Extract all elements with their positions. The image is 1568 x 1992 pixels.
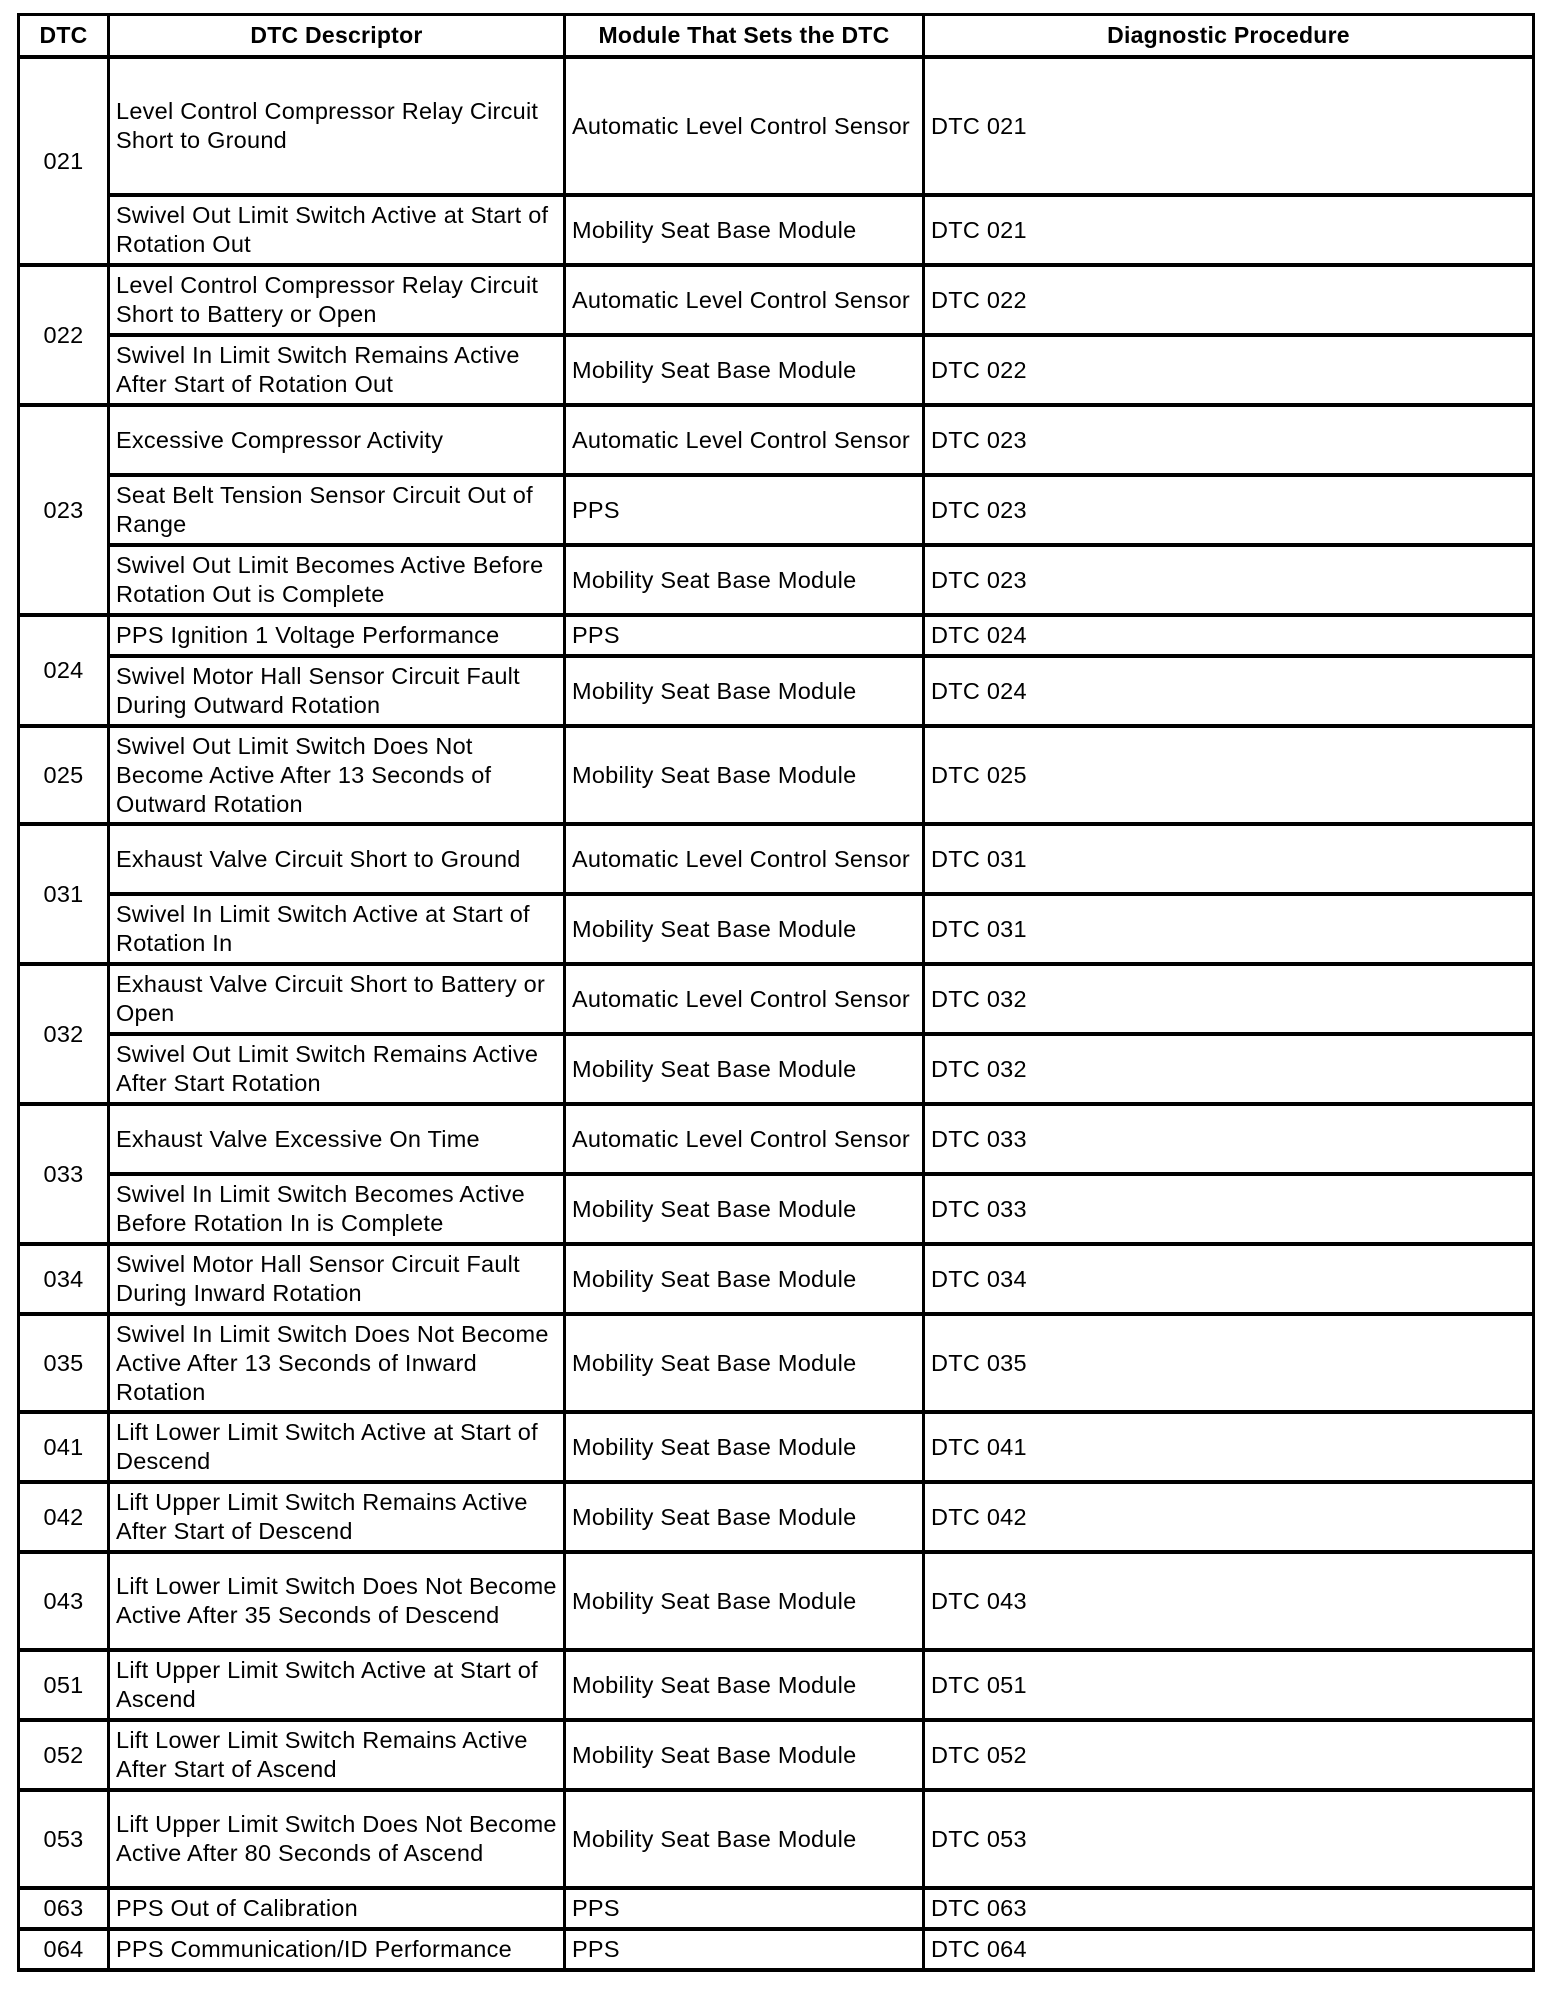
table-row	[20, 59, 1535, 197]
table-row	[20, 197, 1535, 267]
diagnostic-procedure-cell: DTC 031	[925, 826, 1535, 896]
dtc-code-cell: 064	[20, 1931, 110, 1972]
diagnostic-procedure-cell: DTC 022	[925, 337, 1535, 407]
diagnostic-procedure-cell: DTC 023	[925, 407, 1535, 477]
dtc-descriptor-cell: Swivel In Limit Switch Becomes Active Before Rotation In is Complete	[110, 1176, 566, 1246]
module-cell: Automatic Level Control Sensor	[566, 1106, 925, 1176]
diagnostic-procedure-cell: DTC 063	[925, 1890, 1535, 1931]
table-row	[20, 1554, 1535, 1652]
module-cell: Mobility Seat Base Module	[566, 1484, 925, 1554]
table-row	[20, 1414, 1535, 1484]
diagnostic-procedure-cell: DTC 043	[925, 1554, 1535, 1652]
dtc-descriptor-cell: PPS Ignition 1 Voltage Performance	[110, 617, 566, 658]
dtc-descriptor-cell: Swivel Motor Hall Sensor Circuit Fault During Inward Rotation	[110, 1246, 566, 1316]
table-row	[20, 896, 1535, 966]
diagnostic-procedure-cell: DTC 024	[925, 658, 1535, 728]
module-cell: Mobility Seat Base Module	[566, 1722, 925, 1792]
dtc-descriptor-cell: Swivel Out Limit Switch Remains Active After Start Rotation	[110, 1036, 566, 1106]
dtc-descriptor-cell: Lift Upper Limit Switch Does Not Become Active After 80 Seconds of Ascend	[110, 1792, 566, 1890]
dtc-code-cell: 041	[20, 1414, 110, 1484]
dtc-code-cell: 052	[20, 1722, 110, 1792]
diagnostic-procedure-cell: DTC 034	[925, 1246, 1535, 1316]
table-row	[20, 1792, 1535, 1890]
table-row	[20, 1176, 1535, 1246]
diagnostic-procedure-cell: DTC 033	[925, 1106, 1535, 1176]
dtc-descriptor-cell: Lift Lower Limit Switch Does Not Become Active After 35 Seconds of Descend	[110, 1554, 566, 1652]
module-cell: Mobility Seat Base Module	[566, 728, 925, 826]
table-body	[20, 59, 1535, 1972]
module-cell: PPS	[566, 477, 925, 547]
diagnostic-procedure-cell: DTC 025	[925, 728, 1535, 826]
diagnostic-procedure-cell: DTC 024	[925, 617, 1535, 658]
diagnostic-procedure-cell: DTC 041	[925, 1414, 1535, 1484]
dtc-descriptor-cell: PPS Communication/ID Performance	[110, 1931, 566, 1972]
table-row	[20, 407, 1535, 477]
dtc-descriptor-cell: Exhaust Valve Excessive On Time	[110, 1106, 566, 1176]
diagnostic-procedure-cell: DTC 023	[925, 547, 1535, 617]
module-cell: Mobility Seat Base Module	[566, 896, 925, 966]
module-cell: Mobility Seat Base Module	[566, 1036, 925, 1106]
module-cell: PPS	[566, 1890, 925, 1931]
dtc-descriptor-cell: Swivel Out Limit Becomes Active Before Rotation Out is Complete	[110, 547, 566, 617]
dtc-code-cell: 043	[20, 1554, 110, 1652]
dtc-code-cell: 032	[20, 966, 110, 1106]
dtc-code-cell: 023	[20, 407, 110, 617]
module-cell: Automatic Level Control Sensor	[566, 966, 925, 1036]
table-row	[20, 1246, 1535, 1316]
module-cell: Mobility Seat Base Module	[566, 1414, 925, 1484]
table-row	[20, 1316, 1535, 1414]
table-row	[20, 547, 1535, 617]
module-cell: Mobility Seat Base Module	[566, 1176, 925, 1246]
header-procedure: Diagnostic Procedure	[925, 16, 1535, 59]
dtc-code-cell: 051	[20, 1652, 110, 1722]
diagnostic-procedure-cell: DTC 032	[925, 1036, 1535, 1106]
dtc-descriptor-cell: PPS Out of Calibration	[110, 1890, 566, 1931]
dtc-code-cell: 031	[20, 826, 110, 966]
module-cell: Mobility Seat Base Module	[566, 1316, 925, 1414]
dtc-descriptor-cell: Swivel In Limit Switch Does Not Become Active After 13 Seconds of Inward Rotation	[110, 1316, 566, 1414]
diagnostic-procedure-cell: DTC 023	[925, 477, 1535, 547]
diagnostic-procedure-cell: DTC 053	[925, 1792, 1535, 1890]
dtc-code-cell: 021	[20, 59, 110, 267]
dtc-descriptor-cell: Lift Upper Limit Switch Remains Active After Start of Descend	[110, 1484, 566, 1554]
dtc-descriptor-cell: Lift Upper Limit Switch Active at Start of Ascend	[110, 1652, 566, 1722]
dtc-code-cell: 033	[20, 1106, 110, 1246]
module-cell: PPS	[566, 617, 925, 658]
diagnostic-procedure-cell: DTC 035	[925, 1316, 1535, 1414]
module-cell: Mobility Seat Base Module	[566, 1792, 925, 1890]
table-row	[20, 267, 1535, 337]
table-row	[20, 1036, 1535, 1106]
module-cell: Automatic Level Control Sensor	[566, 826, 925, 896]
diagnostic-procedure-cell: DTC 032	[925, 966, 1535, 1036]
dtc-descriptor-cell: Swivel Out Limit Switch Active at Start of Rotation Out	[110, 197, 566, 267]
dtc-code-cell: 024	[20, 617, 110, 728]
dtc-descriptor-cell: Swivel In Limit Switch Remains Active After Start of Rotation Out	[110, 337, 566, 407]
dtc-descriptor-cell: Level Control Compressor Relay Circuit Short to Ground	[110, 59, 566, 197]
module-cell: Mobility Seat Base Module	[566, 1246, 925, 1316]
dtc-descriptor-cell: Swivel In Limit Switch Active at Start of Rotation In	[110, 896, 566, 966]
diagnostic-procedure-cell: DTC 031	[925, 896, 1535, 966]
dtc-code-cell: 063	[20, 1890, 110, 1931]
module-cell: Automatic Level Control Sensor	[566, 407, 925, 477]
dtc-code-cell: 034	[20, 1246, 110, 1316]
diagnostic-procedure-cell: DTC 021	[925, 197, 1535, 267]
dtc-descriptor-cell: Lift Lower Limit Switch Active at Start of Descend	[110, 1414, 566, 1484]
dtc-code-cell: 022	[20, 267, 110, 407]
dtc-descriptor-cell: Swivel Out Limit Switch Does Not Become Active After 13 Seconds of Outward Rotation	[110, 728, 566, 826]
diagnostic-procedure-cell: DTC 021	[925, 59, 1535, 197]
diagnostic-procedure-cell: DTC 052	[925, 1722, 1535, 1792]
diagnostic-procedure-cell: DTC 064	[925, 1931, 1535, 1972]
module-cell: Mobility Seat Base Module	[566, 547, 925, 617]
table-row	[20, 1931, 1535, 1972]
dtc-descriptor-cell: Excessive Compressor Activity	[110, 407, 566, 477]
dtc-code-cell: 035	[20, 1316, 110, 1414]
table-row	[20, 966, 1535, 1036]
table-row	[20, 1106, 1535, 1176]
dtc-descriptor-cell: Exhaust Valve Circuit Short to Battery or Open	[110, 966, 566, 1036]
table-row	[20, 1722, 1535, 1792]
module-cell: Mobility Seat Base Module	[566, 1554, 925, 1652]
dtc-code-cell: 025	[20, 728, 110, 826]
dtc-table	[17, 13, 1535, 1972]
dtc-code-cell: 053	[20, 1792, 110, 1890]
table-row	[20, 1484, 1535, 1554]
table-row	[20, 728, 1535, 826]
module-cell: Automatic Level Control Sensor	[566, 59, 925, 197]
table-row	[20, 1890, 1535, 1931]
dtc-descriptor-cell: Exhaust Valve Circuit Short to Ground	[110, 826, 566, 896]
dtc-descriptor-cell: Lift Lower Limit Switch Remains Active After Start of Ascend	[110, 1722, 566, 1792]
header-module: Module That Sets the DTC	[566, 16, 925, 59]
diagnostic-procedure-cell: DTC 033	[925, 1176, 1535, 1246]
diagnostic-procedure-cell: DTC 042	[925, 1484, 1535, 1554]
table-row	[20, 337, 1535, 407]
diagnostic-procedure-cell: DTC 051	[925, 1652, 1535, 1722]
module-cell: Mobility Seat Base Module	[566, 337, 925, 407]
module-cell: Mobility Seat Base Module	[566, 197, 925, 267]
module-cell: Automatic Level Control Sensor	[566, 267, 925, 337]
dtc-descriptor-cell: Seat Belt Tension Sensor Circuit Out of Range	[110, 477, 566, 547]
dtc-code-cell: 042	[20, 1484, 110, 1554]
module-cell: Mobility Seat Base Module	[566, 658, 925, 728]
header-descriptor: DTC Descriptor	[110, 16, 566, 59]
table-row	[20, 1652, 1535, 1722]
table-row	[20, 826, 1535, 896]
header-dtc: DTC	[20, 16, 110, 59]
module-cell: Mobility Seat Base Module	[566, 1652, 925, 1722]
dtc-descriptor-cell: Swivel Motor Hall Sensor Circuit Fault During Outward Rotation	[110, 658, 566, 728]
table-row	[20, 658, 1535, 728]
module-cell: PPS	[566, 1931, 925, 1972]
table-row	[20, 477, 1535, 547]
header-row	[20, 16, 1535, 59]
diagnostic-procedure-cell: DTC 022	[925, 267, 1535, 337]
table-row	[20, 617, 1535, 658]
dtc-descriptor-cell: Level Control Compressor Relay Circuit Short to Battery or Open	[110, 267, 566, 337]
